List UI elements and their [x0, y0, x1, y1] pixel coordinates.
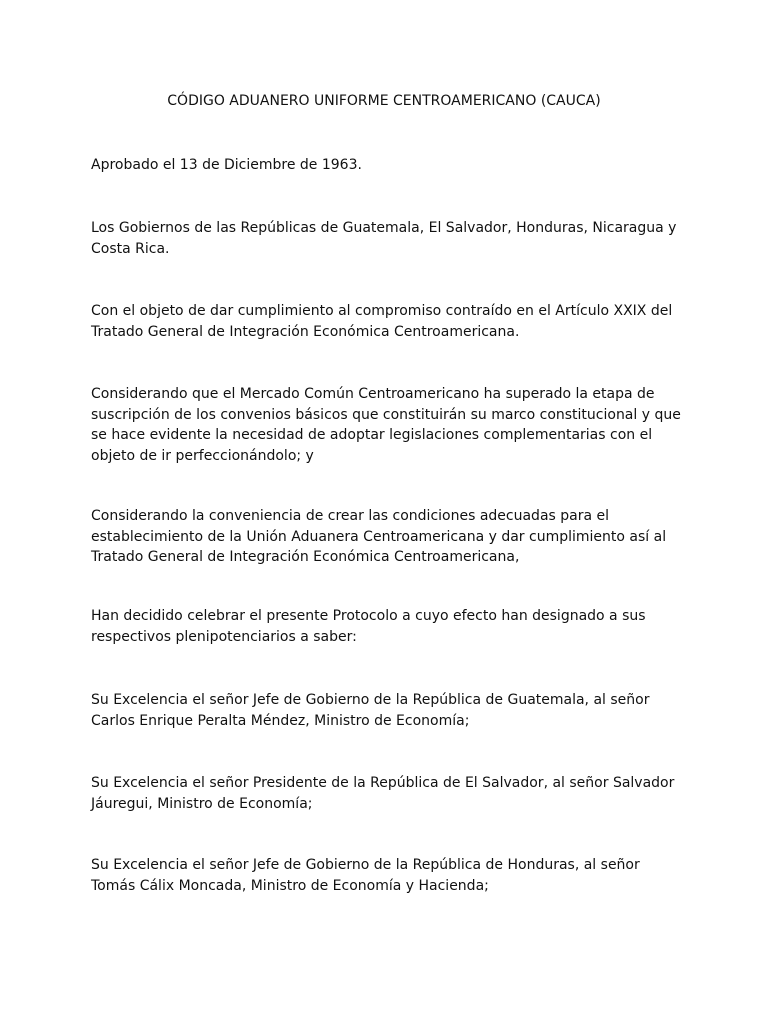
- paragraph-el-salvador-plenipotentiary: Su Excelencia el señor Presidente de la República de El Salvador, al señor Salvador Jáuregui, Ministro de Economía;: [91, 775, 675, 812]
- document-title: CÓDIGO ADUANERO UNIFORME CENTROAMERICANO (CAUCA): [167, 93, 601, 109]
- paragraph-governments: Los Gobiernos de las Repúblicas de Guatemala, El Salvador, Honduras, Nicaragua y Costa Rica.: [91, 220, 677, 257]
- paragraph-considering-union: Considerando la conveniencia de crear las condiciones adecuadas para el establecimiento de la Unión Aduanera Centroamericana y dar cumplimiento así al Tratado General de Integración Económica Centroamericana,: [91, 508, 667, 565]
- paragraph-honduras-plenipotentiary: Su Excelencia el señor Jefe de Gobierno de la República de Honduras, al señor Tomás Cálix Moncada, Ministro de Economía y Hacienda;: [91, 857, 640, 894]
- paragraph-protocol-decision: Han decidido celebrar el presente Protocolo a cuyo efecto han designado a sus respectivos plenipotenciarios a saber:: [91, 608, 646, 645]
- paragraph-guatemala-plenipotentiary: Su Excelencia el señor Jefe de Gobierno de la República de Guatemala, al señor Carlos Enrique Peralta Méndez, Ministro de Economía;: [91, 692, 650, 729]
- paragraph-approval-date: Aprobado el 13 de Diciembre de 1963.: [91, 157, 362, 173]
- paragraph-considering-market: Considerando que el Mercado Común Centroamericano ha superado la etapa de suscripción de los convenios básicos que constituirán su marco constitucional y que se hace evidente la necesidad de adoptar legislaciones complementarias con el objeto de ir perfeccionándolo; y: [91, 386, 681, 464]
- paragraph-purpose: Con el objeto de dar cumplimiento al compromiso contraído en el Artículo XXIX del Tratado General de Integración Económica Centroamericana.: [91, 303, 673, 340]
